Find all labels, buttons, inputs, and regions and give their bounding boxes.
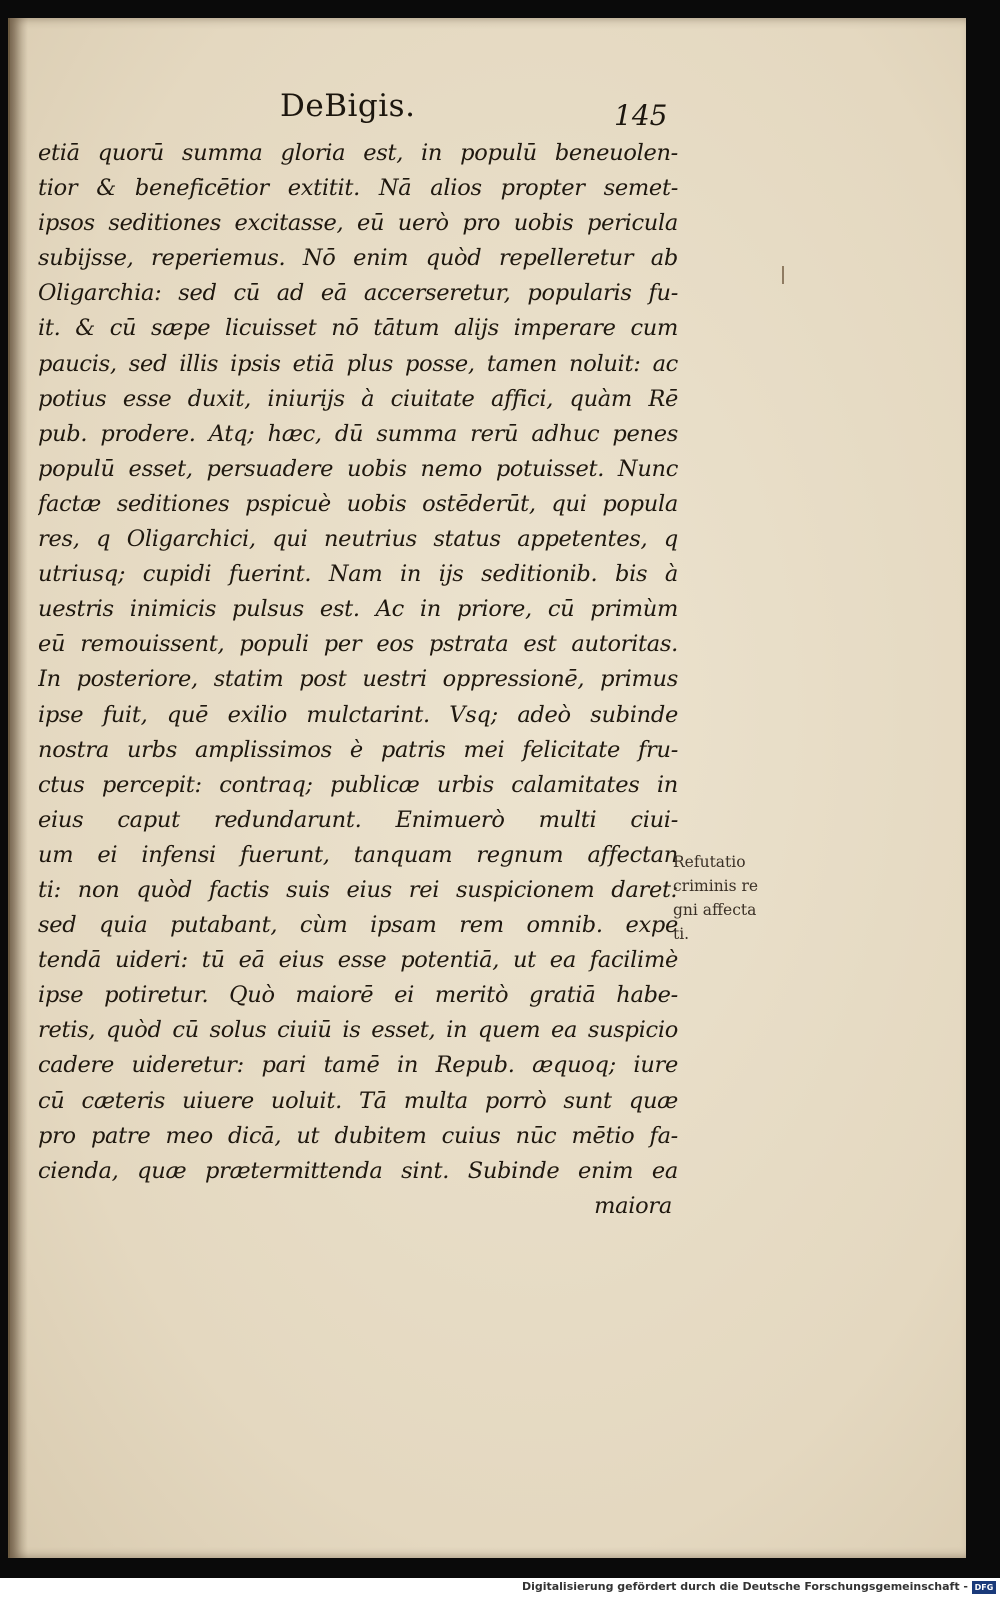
- text-line: ipse potiretur. Quò maiorē ei meritò gratiā habe-: [38, 982, 678, 1009]
- marginal-note-line: ti.: [673, 925, 690, 943]
- text-line: it. & cū sæpe licuisset nō tātum alijs imperare cum: [38, 315, 678, 342]
- marginal-note-line: criminis re: [673, 877, 759, 895]
- text-line: eius caput redundarunt. Enimuerò multi ciui-: [38, 806, 678, 833]
- text-line: subijsse, reperiemus. Nō enim quòd repelleretur ab: [38, 245, 678, 272]
- text-line: res, q Oligarchici, qui neutrius status appetentes, q: [38, 526, 678, 553]
- body-text: [38, 136, 678, 1224]
- text-line: paucis, sed illis ipsis etiā plus posse, tamen noluit: ac: [38, 350, 678, 377]
- text-line: etiā quorū summa gloria est, in populū beneuolen-: [38, 140, 678, 166]
- text-line: potius esse duxit, iniurijs à ciuitate affici, quàm Rē: [38, 385, 678, 412]
- ink-mark: [782, 266, 784, 284]
- catchword: maiora: [594, 1192, 672, 1219]
- text-line: populū esset, persuadere uobis nemo potuisset. Nunc: [38, 455, 678, 482]
- text-line: um ei infensi fuerunt, tanquam regnum affectan: [38, 841, 678, 868]
- marginal-note-line: Refutatio: [673, 853, 746, 871]
- marginal-note-line: gni affecta: [673, 901, 757, 919]
- text-line: sed quia putabant, cùm ipsam rem omnib. expe: [38, 912, 678, 939]
- text-line: tior & beneficētior extitit. Nā alios propter semet-: [38, 175, 678, 202]
- text-line: pro patre meo dicā, ut dubitem cuius nūc mētio fa-: [38, 1122, 678, 1149]
- text-line: nostra urbs amplissimos è patris mei felicitate fru-: [38, 736, 678, 763]
- page-number: 145: [614, 99, 668, 132]
- text-line: utriusq; cupidi fuerint. Nam in ijs seditionib. bis à: [38, 561, 678, 588]
- text-line: Oligarchia: sed cū ad eā accerseretur, popularis fu-: [38, 280, 678, 307]
- running-head: DeBigis.: [280, 88, 416, 124]
- text-line: ipsos seditiones excitasse, eū uerò pro uobis pericula: [38, 210, 678, 237]
- text-line: factæ seditiones pspicuè uobis ostēderūt, qui popula: [38, 490, 678, 517]
- text-line: cadere uideretur: pari tamē in Repub. æquoq; iure: [38, 1052, 678, 1079]
- dfg-logo-icon: DFG: [972, 1581, 996, 1594]
- text-line: ctus percepit: contraq; publicæ urbis calamitates in: [38, 771, 678, 798]
- text-line: ipse fuit, quē exilio mulctarint. Vsq; adeò subinde: [38, 701, 678, 728]
- text-line: cienda, quæ prætermittenda sint. Subinde enim ea: [38, 1157, 678, 1184]
- marginal-note: [673, 850, 813, 946]
- text-line: tendā uideri: tū eā eius esse potentiā, ut ea facilimè: [38, 947, 678, 974]
- text-line: cū cæteris uiuere uoluit. Tā multa porrò sunt quæ: [38, 1087, 678, 1114]
- text-line: retis, quòd cū solus ciuiū is esset, in quem ea suspicio: [38, 1017, 678, 1044]
- text-line: eū remouissent, populi per eos pstrata est autoritas.: [38, 631, 678, 658]
- text-line: ti: non quòd factis suis eius rei suspicionem daret:: [38, 876, 678, 903]
- text-line: pub. prodere. Atq; hæc, dū summa rerū adhuc penes: [38, 420, 678, 447]
- text-line: In posteriore, statim post uestri oppressionē, primus: [38, 666, 678, 693]
- gutter-shadow: [10, 18, 28, 1558]
- funding-credit: Digitalisierung gefördert durch die Deutsche Forschungsgemeinschaft -: [521, 1580, 968, 1593]
- text-line: uestris inimicis pulsus est. Ac in priore, cū primùm: [38, 596, 678, 623]
